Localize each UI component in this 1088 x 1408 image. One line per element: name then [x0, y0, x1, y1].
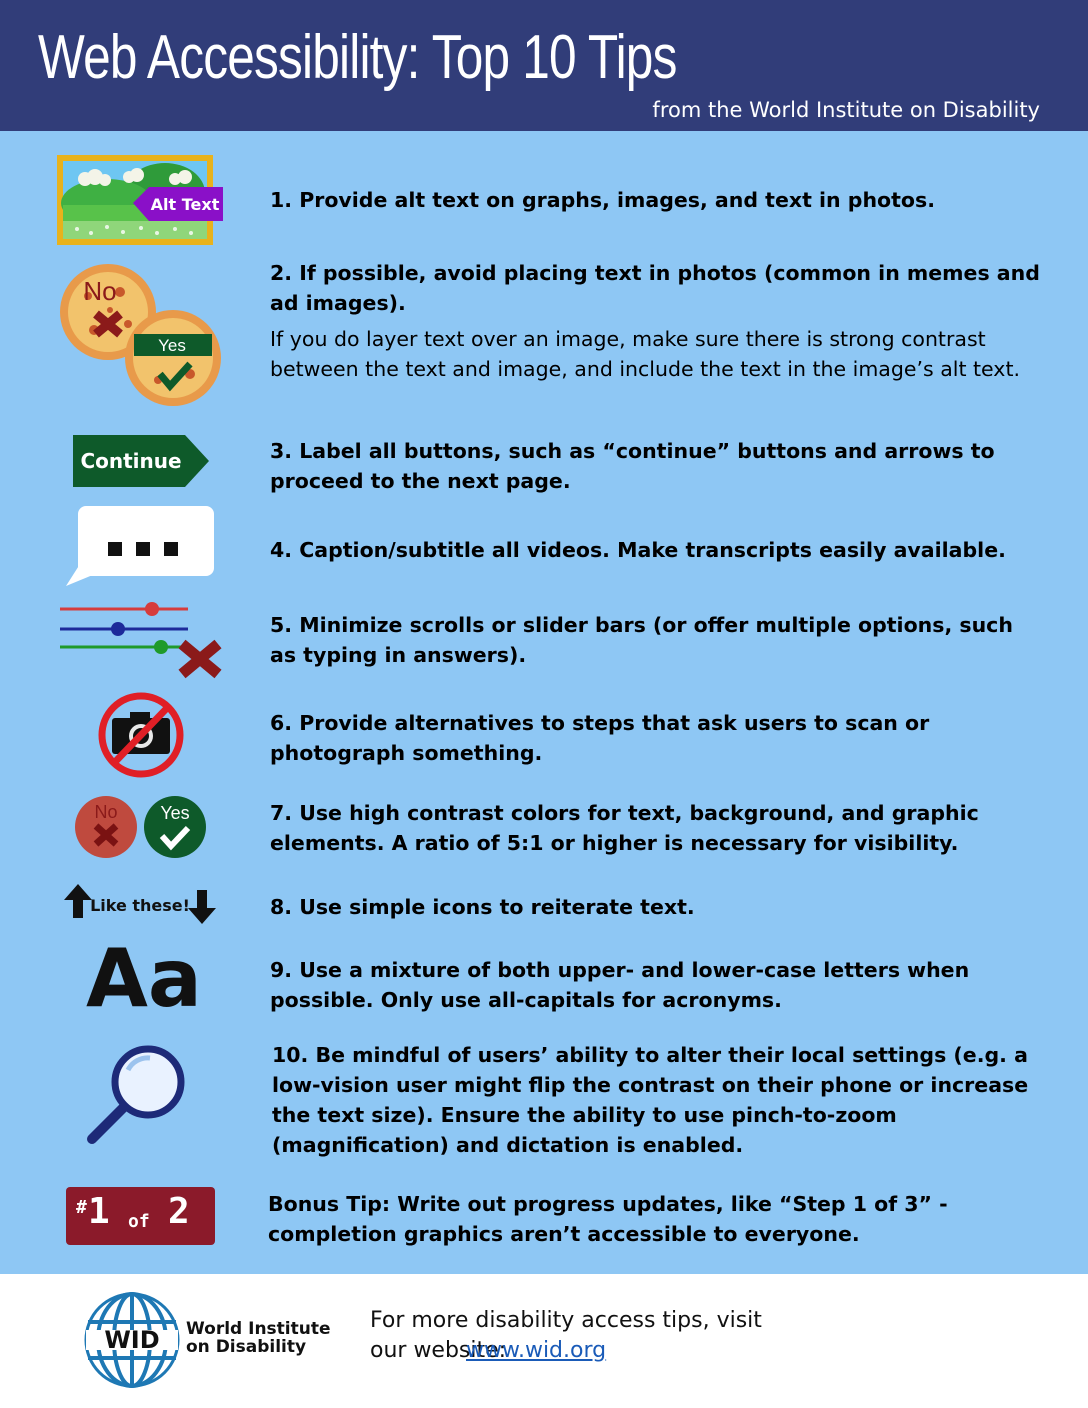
page-header — [0, 0, 1088, 131]
contrast-yes-label: Yes — [160, 803, 190, 823]
letter-case-icon: Aa — [86, 932, 202, 1025]
tip-7: 7. Use high contrast colors for text, background, and graphic elements. A ratio of 5:1 or higher is necessary for visibility. — [270, 801, 979, 855]
like-these-label: Like these! — [90, 896, 190, 915]
pizza-yes-label: Yes — [158, 336, 186, 355]
progress-badge-icon: # 1 of 2 — [66, 1187, 215, 1245]
wid-logo-text: WID — [104, 1326, 160, 1354]
tip-5: 5. Minimize scrolls or slider bars (or offer multiple options, such as typing in answers). — [270, 613, 1013, 667]
alt-text-image-icon — [57, 155, 227, 247]
page-title: Web Accessibility: Top 10 Tips — [38, 23, 677, 92]
org-name: World Institute on Disability — [186, 1319, 331, 1357]
caption-bubble-icon — [66, 506, 218, 590]
tip-4: 4. Caption/subtitle all videos. Make transcripts easily available. — [270, 538, 1006, 562]
tip-2: 2. If possible, avoid placing text in photos (common in memes and ad images). If you do layer text over an image, make sure there is strong contrast between the text and image, and include the text in the image’s alt text. — [270, 258, 1040, 384]
pizza-text-icon — [58, 262, 228, 412]
tip-2-detail: If you do layer text over an image, make sure there is strong contrast between the text and image, and include the text in the image’s alt text. — [270, 327, 1020, 381]
page-subtitle: from the World Institute on Disability — [652, 98, 1040, 122]
tip-6: 6. Provide alternatives to steps that ask users to scan or photograph something. — [270, 711, 930, 765]
wid-logo — [84, 1292, 180, 1388]
pizza-no-label: No — [83, 276, 117, 306]
bonus-tip: Bonus Tip: Write out progress updates, like “Step 1 of 3” - completion graphics aren’t accessible to everyone. — [268, 1192, 948, 1246]
slider-bars-icon — [58, 600, 226, 680]
page-footer — [0, 1274, 1088, 1408]
contrast-circles-icon — [74, 794, 210, 862]
like-these-icon — [62, 884, 220, 928]
contrast-no-label: No — [94, 802, 118, 822]
tip-8: 8. Use simple icons to reiterate text. — [270, 895, 695, 919]
footer-more-info: For more disability access tips, visit our website: — [370, 1308, 762, 1363]
continue-button-icon — [73, 435, 213, 489]
alt-text-label: Alt Text — [150, 195, 220, 214]
tip-9: 9. Use a mixture of both upper- and lower-case letters when possible. Only use all-capitals for acronyms. — [270, 958, 970, 1012]
tip-1: 1. Provide alt text on graphs, images, and text in photos. — [270, 188, 936, 212]
no-camera-icon — [96, 690, 186, 780]
continue-label: Continue — [80, 449, 182, 473]
tip-10: 10. Be mindful of users’ ability to alter their local settings (e.g. a low-vision user might flip the contrast on their phone or increase the text size). Ensure the ability to use pinch-to-zoom (magnification) and dictation is enabled. — [272, 1043, 1029, 1157]
wid-website-link[interactable]: www.wid.org — [466, 1338, 607, 1363]
magnifier-icon — [86, 1042, 190, 1146]
tip-3: 3. Label all buttons, such as “continue” buttons and arrows to proceed to the next page. — [270, 439, 995, 493]
